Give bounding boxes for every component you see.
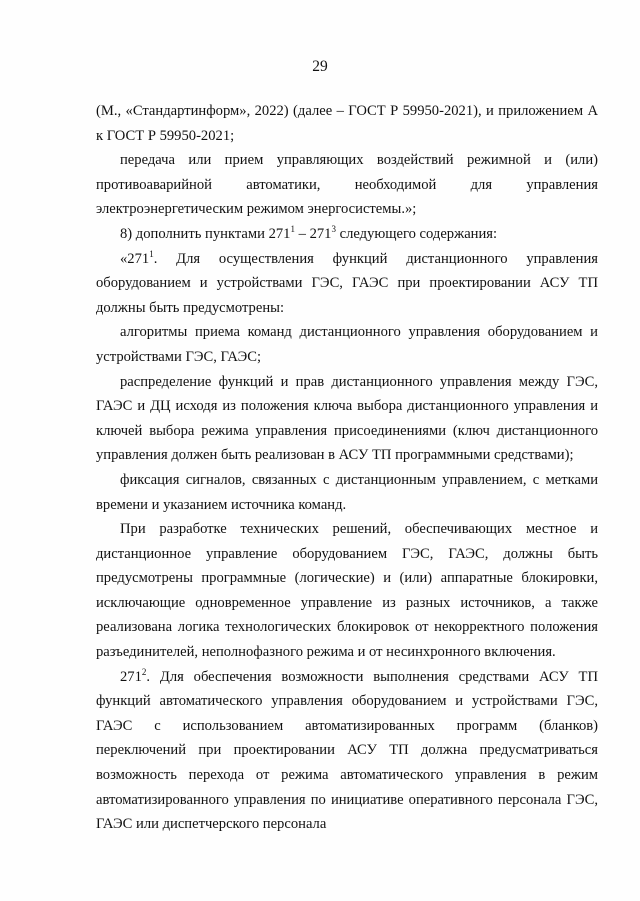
paragraph-signal-logging: фиксация сигналов, связанных с дистанционным управлением, с метками времени и указанием источника команд. xyxy=(96,471,598,513)
item-8-sup-1: 1 xyxy=(290,224,295,235)
clause-271-1-number: «271 xyxy=(120,250,150,267)
page-number: 29 xyxy=(312,58,328,75)
paragraph-clause-271-2 xyxy=(96,665,598,837)
clause-271-2-text: . Для обеспечения возможности выполнения средствами АСУ ТП функций автоматического управления оборудованием и устройствами ГЭС, ГАЭС с использованием автоматизированных программ (бланков) переключений при проектировании АСУ ТП должна предусматриваться возможность перехода от режима автоматического управления в режим автоматизированного управления по инициативе оперативного персонала ГЭС, ГАЭС или диспетчерского персонала xyxy=(96,668,598,833)
paragraph-clause-271-1 xyxy=(96,247,598,321)
clause-271-1-text: . Для осуществления функций дистанционного управления оборудованием и устройствами ГЭС, ГАЭС при проектировании АСУ ТП должны быть предусмотрены: xyxy=(96,250,598,316)
item-8-text-a: 8) дополнить пунктами 271 xyxy=(120,225,291,242)
item-8-sup-2: 3 xyxy=(331,224,336,235)
paragraph-gost-reference: (М., «Стандартинформ», 2022) (далее – ГОСТ Р 59950-2021), и приложением А к ГОСТ Р 59950-2021; xyxy=(96,103,598,144)
paragraph-function-distribution: распределение функций и прав дистанционного управления между ГЭС, ГАЭС и ДЦ исходя из положения ключа выбора дистанционного управления и ключей выбора режима управления присоединениями (ключ дистанционного управления должен быть реализован в АСУ ТП программными средствами); xyxy=(96,373,598,464)
clause-271-2-sup: 2 xyxy=(141,666,147,677)
paragraph-interlocks: При разработке технических решений, обеспечивающих местное и дистанционное управление оборудованием ГЭС, ГАЭС, должны быть предусмотрены программные (логические) и (или) аппаратные блокировки, исключающие одновременное управление из разных источников, а также реализована логика технологических блокировок от некорректного положения разъединителей, неполнофазного режима и от несинхронного включения. xyxy=(96,521,598,661)
clause-271-2-number: 271 xyxy=(120,668,142,685)
item-8-text-b: – 271 xyxy=(294,225,332,242)
paragraph-command-algorithms: алгоритмы приема команд дистанционного управления оборудованием и устройствами ГЭС, ГАЭС; xyxy=(96,324,598,365)
paragraph-item-8 xyxy=(96,222,598,247)
paragraph-control-actions: передача или прием управляющих воздействий режимной и (или) противоаварийной автоматики, необходимой для управления электроэнергетическим режимом энергосистемы.»; xyxy=(96,152,598,218)
document-body xyxy=(96,99,598,837)
item-8-text-c: следующего содержания: xyxy=(335,225,498,242)
clause-271-1-sup: 1 xyxy=(149,248,154,259)
